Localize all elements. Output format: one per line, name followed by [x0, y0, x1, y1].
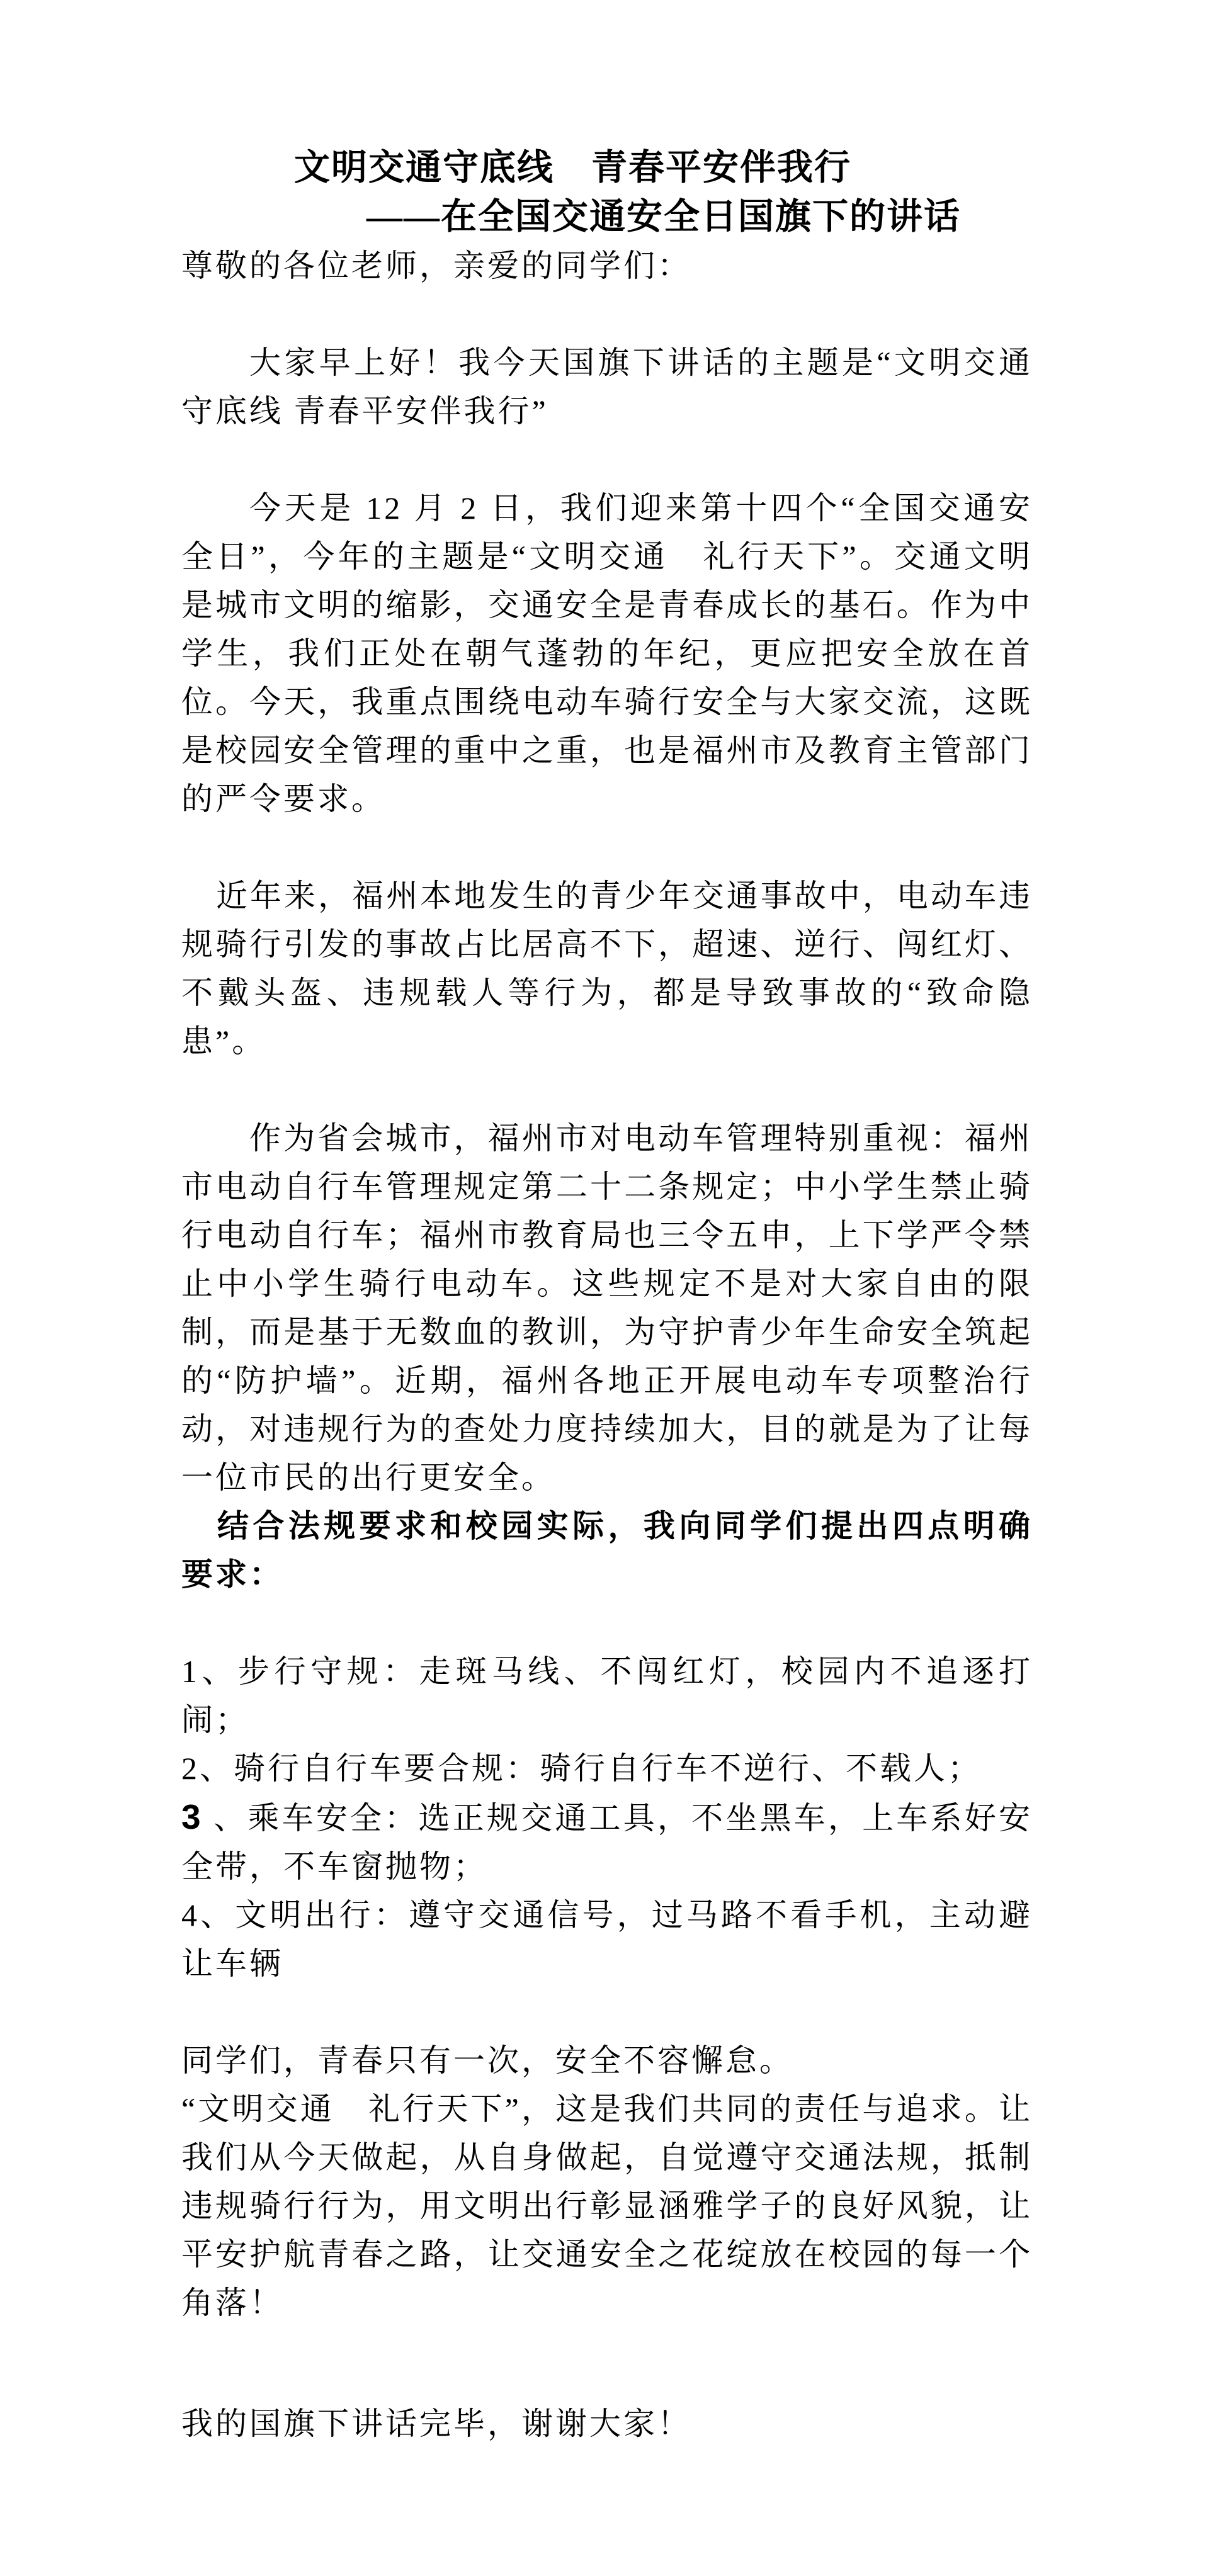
spacer — [181, 290, 1033, 339]
spacer — [181, 1066, 1033, 1114]
list-item-4: 4、文明出行：遵守交通信号，过马路不看手机，主动避让车辆 — [181, 1897, 1033, 1981]
closing-line: 我的国旗下讲话完毕，谢谢大家！ — [181, 2406, 691, 2441]
list-item-2: 2、骑行自行车要合规：骑行自行车不逆行、不载人； — [181, 1751, 982, 1786]
list-item-3-number: 3 — [181, 1797, 203, 1836]
paragraph-accidents: 近年来，福州本地发生的青少年交通事故中，电动车违规骑行引发的事故占比居高不下，超速、逆行、闯红灯、不戴头盔、违规载人等行为，都是导致事故的“致命隐患”。 — [181, 878, 1033, 1059]
list-item-3-text: 、乘车安全：选正规交通工具，不坐黑车，上车系好安全带，不车窗抛物； — [181, 1800, 1033, 1884]
spacer — [181, 436, 1033, 484]
paragraph-youth: 同学们，青春只有一次，安全不容懈怠。 — [181, 2043, 793, 2078]
paragraph-regulations: 作为省会城市，福州市对电动车管理特别重视：福州市电动自行车管理规定第二十二条规定；中小学生禁止骑行电动自行车；福州市教育局也三令五申，上下学严令禁止中小学生骑行电动车。这些规定不是对大家自由的限制，而是基于无数血的教训，为守护青少年生命安全筑起的“防护墙”。近期，福州各地正开展电动车专项整治行动，对违规行为的查处力度持续加大，目的就是为了让每一位市民的出行更安全。 — [181, 1121, 1033, 1495]
spacer — [181, 1988, 1033, 2037]
paragraph-commitment: “文明交通 礼行天下”，这是我们共同的责任与追求。让我们从今天做起，从自身做起，自觉遵守交通法规，抵制违规骑行行为，用文明出行彰显涵雅学子的良好风貌，让平安护航青春之路，让交通安全之花绽放在校园的每一个角落！ — [181, 2091, 1033, 2320]
list-item-3 — [181, 1793, 1033, 1891]
paragraph-requirements-intro: 结合法规要求和校园实际，我向同学们提出四点明确要求： — [181, 1508, 1033, 1592]
spacer — [181, 2327, 1033, 2400]
spacer — [181, 823, 1033, 872]
spacer — [181, 1599, 1033, 1647]
greeting-line: 尊敬的各位老师，亲爱的同学们： — [181, 248, 691, 283]
document-content — [181, 144, 1033, 2448]
document-title-line2: ——在全国交通安全日国旗下的讲话 — [366, 197, 961, 237]
paragraph-traffic-day: 今天是 12 月 2 日，我们迎来第十四个“全国交通安全日”，今年的主题是“文明交通 礼行天下”。交通文明是城市文明的缩影，交通安全是青春成长的基石。作为中学生，我们正处在朝气蓬勃的年纪，更应把安全放在首位。今天，我重点围绕电动车骑行安全与大家交流，这既是校园安全管理的重中之重，也是福州市及教育主管部门的严令要求。 — [181, 490, 1033, 816]
paragraph-opening: 大家早上好！我今天国旗下讲话的主题是“文明交通守底线 青春平安伴我行” — [181, 345, 1033, 429]
list-item-1: 1、步行守规：走斑马线、不闯红灯，校园内不追逐打闹； — [181, 1654, 1033, 1737]
document-title-line1: 文明交通守底线 青春平安伴我行 — [294, 148, 851, 188]
